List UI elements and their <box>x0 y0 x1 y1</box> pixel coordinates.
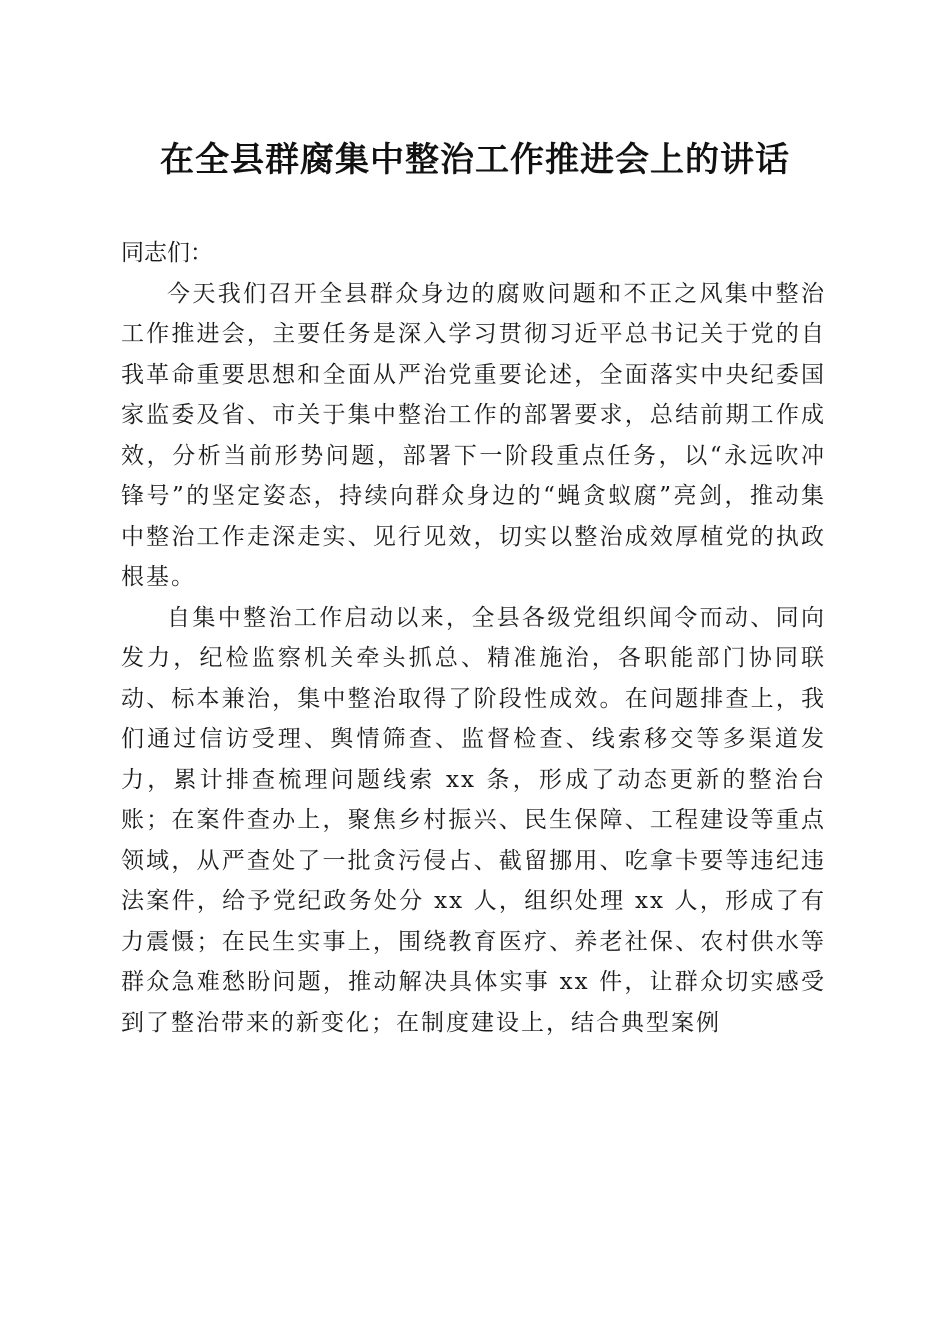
paragraph-2: 自集中整治工作启动以来，全县各级党组织闻令而动、同向发力，纪检监察机关牵头抓总、精准施治，各职能部门协同联动、标本兼治，集中整治取得了阶段性成效。在问题排查上，我们通过信访受理、舆情筛查、监督检查、线索移交等多渠道发力，累计排查梳理问题线索 xx 条，形成了动态更新的整治台账；在案件查办上，聚焦乡村振兴、民生保障、工程建设等重点领域，从严查处了一批贪污侵占、截留挪用、吃拿卡要等违纪违法案件，给予党纪政务处分 xx 人，组织处理 xx 人，形成了有力震慑；在民生实事上，围绕教育医疗、养老社保、农村供水等群众急难愁盼问题，推动解决具体实事 xx 件，让群众切实感受到了整治带来的新变化；在制度建设上，结合典型案例 <box>121 604 826 1036</box>
salutation: 同志们： <box>121 240 213 266</box>
paragraph-1: 今天我们召开全县群众身边的腐败问题和不正之风集中整治工作推进会，主要任务是深入学习贯彻习近平总书记关于党的自我革命重要思想和全面从严治党重要论述，全面落实中央纪委国家监委及省、市关于集中整治工作的部署要求，总结前期工作成效，分析当前形势问题，部署下一阶段重点任务，以“永远吹冲锋号”的坚定姿态，持续向群众身边的“蝇贪蚁腐”亮剑，推动集中整治工作走深走实、见行见效，切实以整治成效厚植党的执政根基。 <box>121 280 826 590</box>
document-title: 在全县群腐集中整治工作推进会上的讲话 <box>160 140 790 180</box>
document-body <box>121 233 826 1043</box>
